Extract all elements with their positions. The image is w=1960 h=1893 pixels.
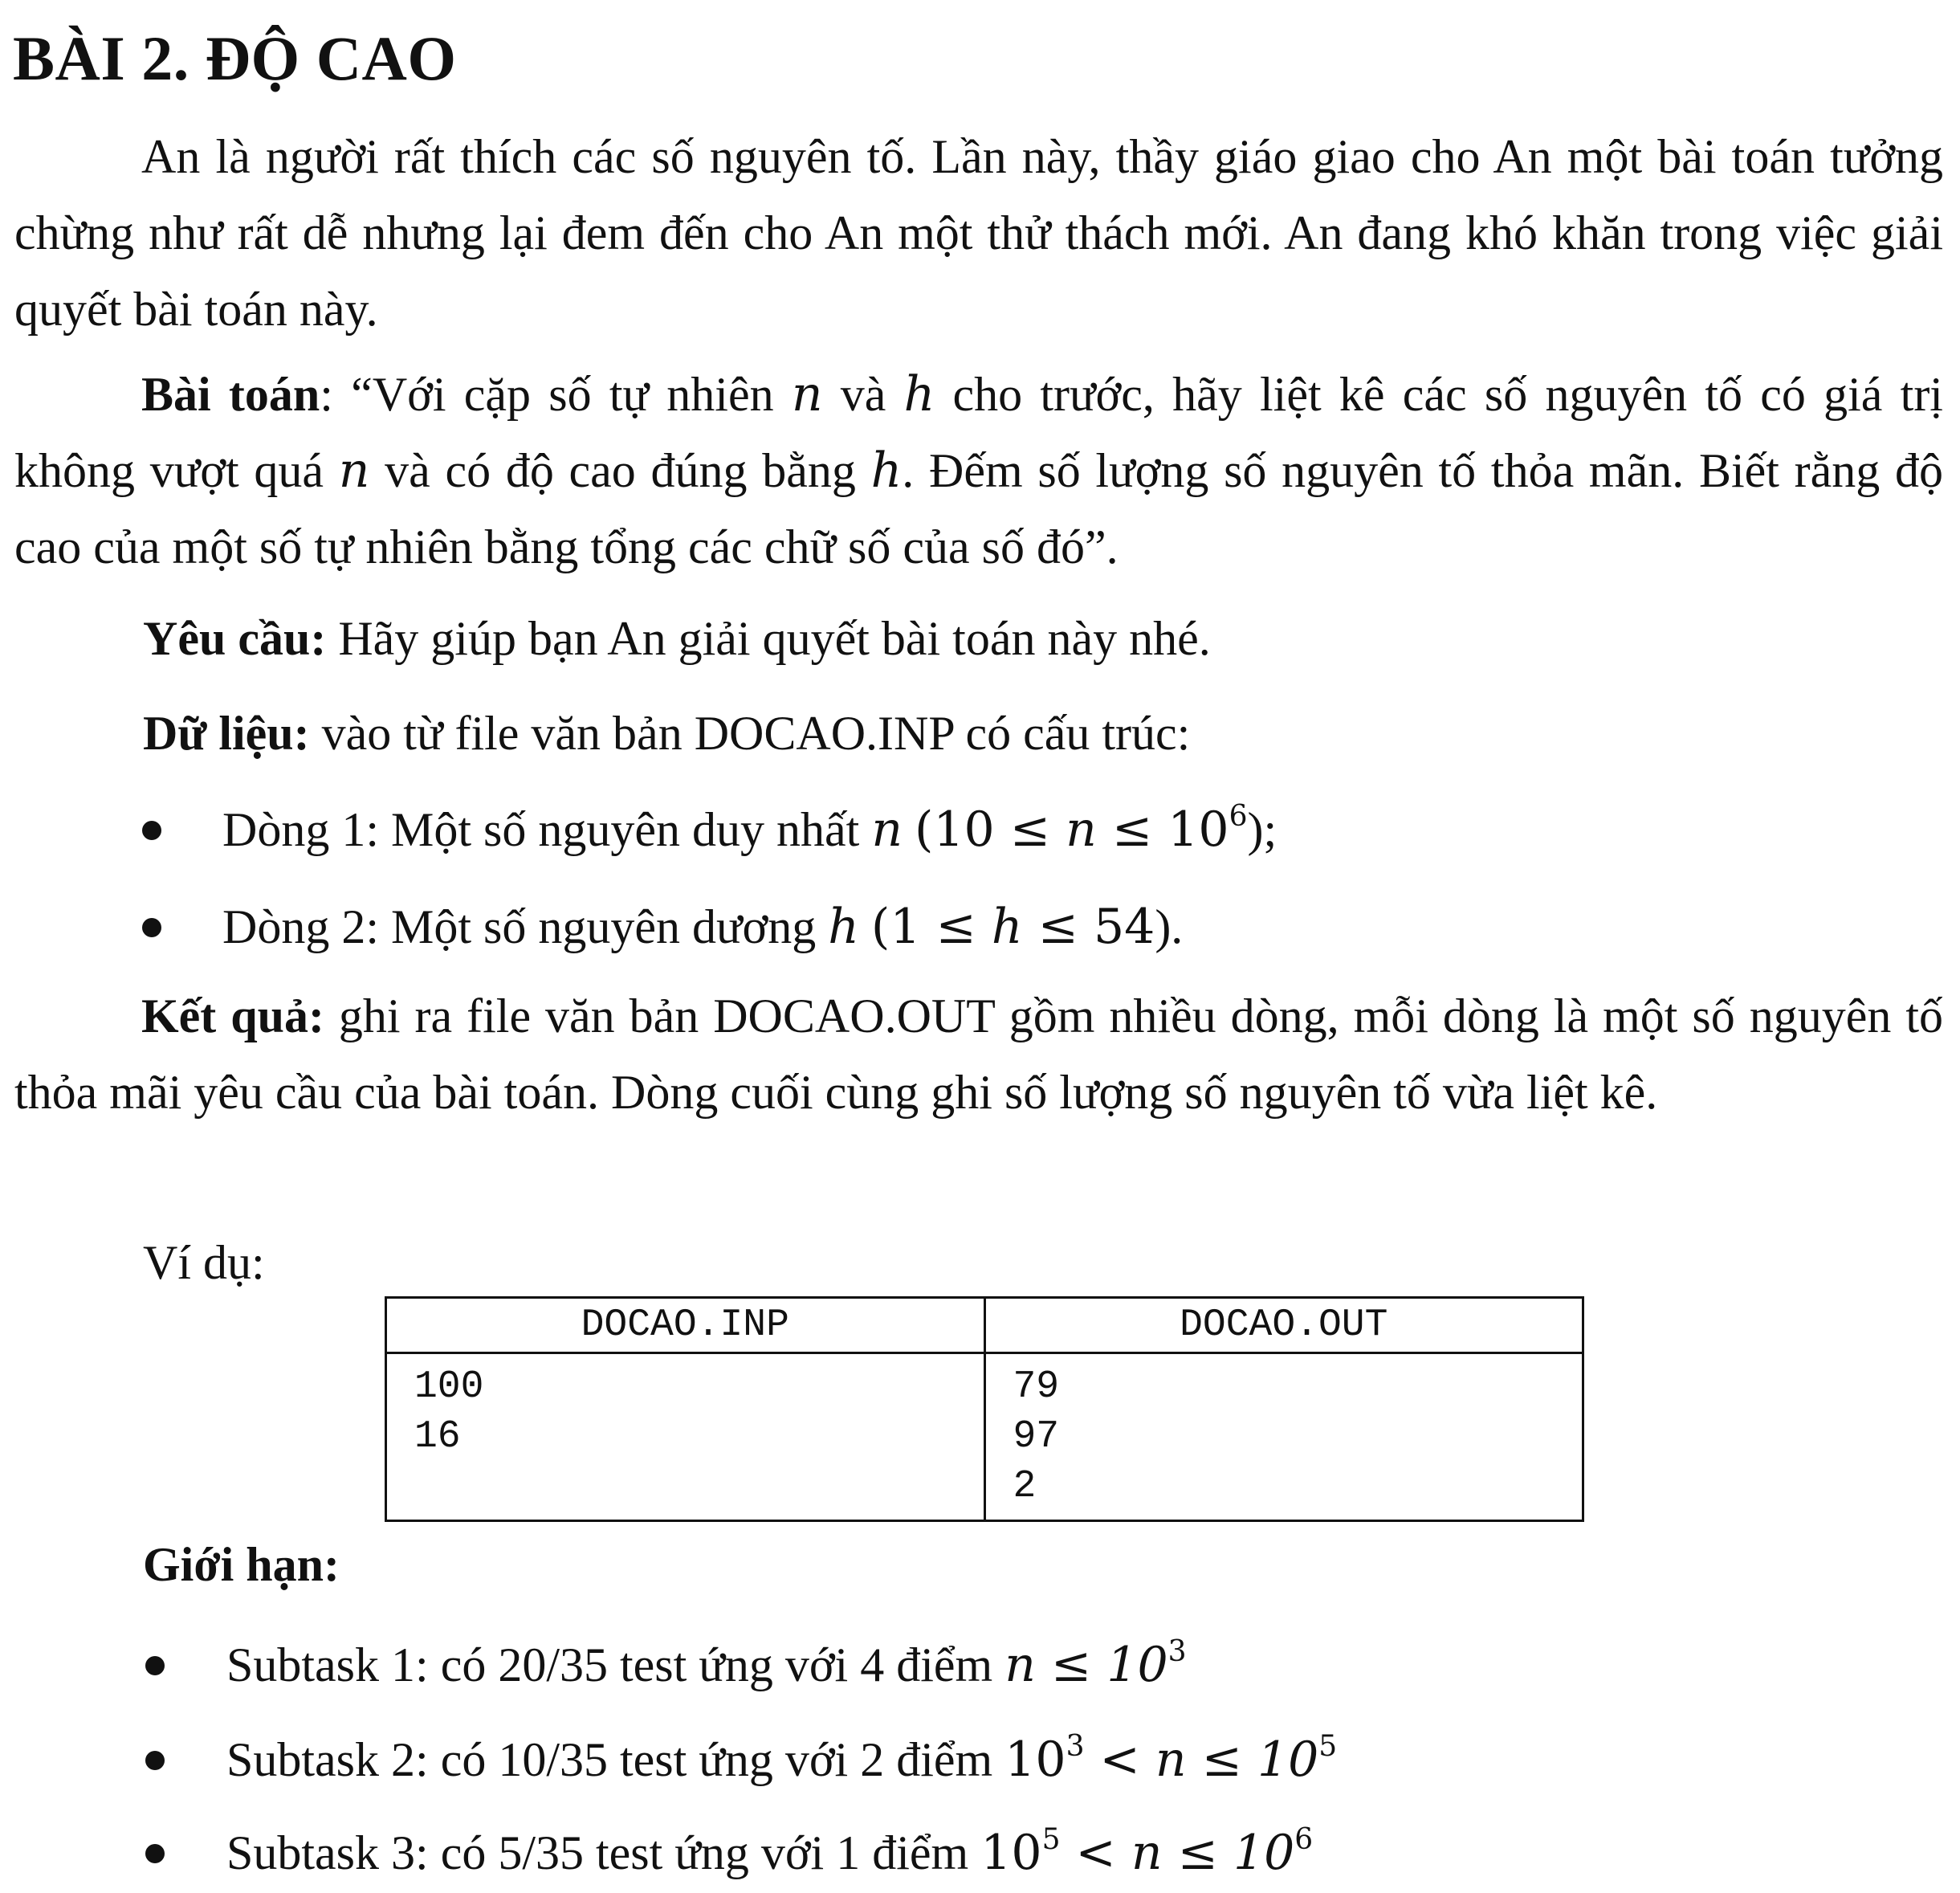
- math-text: ≤ 10: [1096, 802, 1229, 858]
- math-text: ≤ 54: [1022, 899, 1155, 955]
- exponent: 5: [1041, 1823, 1061, 1857]
- bullet-icon: [145, 1656, 165, 1675]
- var-h: h: [828, 899, 859, 955]
- example-label: Ví dụ:: [143, 1236, 265, 1289]
- var-h: h: [991, 899, 1023, 955]
- var-n: n: [1066, 802, 1097, 858]
- var-h: h: [870, 443, 903, 499]
- example-table: [385, 1296, 1584, 1522]
- subtask-line-2: [226, 1722, 1337, 1798]
- math-text: (1 ≤: [870, 899, 992, 955]
- table-row: [386, 1353, 1583, 1521]
- subtask-text: Subtask 2: có 10/35 test ứng với 2 điểm: [226, 1733, 1005, 1786]
- subtask-text: Subtask 3: có 5/35 test ứng với 1 điểm: [226, 1826, 981, 1879]
- subtask-text: Subtask 1: có 20/35 test ứng với 4 điểm: [226, 1638, 1005, 1691]
- math-text: 10: [980, 1825, 1042, 1881]
- bullet-icon: [142, 821, 161, 840]
- table-cell-input: 100 16: [386, 1353, 985, 1521]
- var-n: n: [871, 802, 903, 858]
- subtask-line-3: [226, 1815, 1313, 1891]
- var-n: n: [338, 443, 370, 499]
- exponent: 6: [1294, 1823, 1314, 1857]
- table-header-row: [386, 1298, 1583, 1353]
- output-label: Kết quả:: [141, 989, 324, 1042]
- problem-text: và: [822, 368, 904, 421]
- output-paragraph: [14, 978, 1943, 1131]
- limits-label: Giới hạn:: [143, 1538, 340, 1591]
- problem-text: và có độ cao đúng bằng: [369, 444, 871, 497]
- problem-text: : “Với cặp số tự nhiên: [320, 368, 792, 421]
- input-label: Dữ liệu:: [143, 707, 310, 760]
- var-n: n: [791, 366, 823, 422]
- problem-label: Bài toán: [141, 368, 320, 421]
- input-text: vào từ file văn bản DOCAO.INP có cấu trúc:: [309, 707, 1191, 760]
- problem-text: cho trước, hãy liệt kê các số nguyên tố có giá trị không vượt quá: [14, 368, 1943, 497]
- math-text: < n ≤ 10: [1084, 1732, 1319, 1788]
- table-cell-output: 79 97 2: [984, 1353, 1583, 1521]
- input-format-line-1: [222, 792, 1277, 868]
- input-format-line-2: [222, 889, 1183, 965]
- input-format-text: Dòng 2: Một số nguyên dương: [222, 900, 829, 953]
- input-format-text: Dòng 1: Một số nguyên duy nhất: [222, 803, 872, 856]
- requirement-text: Hãy giúp bạn An giải quyết bài toán này nhé.: [326, 612, 1211, 665]
- math-text: 10: [1004, 1732, 1066, 1788]
- math-text: );: [1247, 803, 1277, 856]
- requirement-label: Yêu cầu:: [143, 612, 327, 665]
- bullet-icon: [142, 918, 161, 937]
- bullet-icon: [145, 1844, 165, 1863]
- bullet-icon: [145, 1751, 165, 1770]
- exponent: 3: [1167, 1635, 1187, 1669]
- table-header-input: DOCAO.INP: [386, 1298, 985, 1353]
- exponent: 3: [1066, 1730, 1085, 1764]
- problem-paragraph: [14, 357, 1943, 585]
- exponent: 6: [1229, 800, 1248, 834]
- requirement-line: [143, 601, 1211, 677]
- output-text: ghi ra file văn bản DOCAO.OUT gồm nhiều dòng, mỗi dòng là một số nguyên tố thỏa mãi yêu cầu của bài toán. Dòng cuối cùng ghi số lượng số nguyên tố vừa liệt kê.: [14, 989, 1943, 1119]
- math-text: n ≤ 10: [1004, 1637, 1168, 1693]
- exponent: 5: [1318, 1730, 1338, 1764]
- problem-title: BÀI 2. ĐỘ CAO: [13, 23, 457, 93]
- table-header-output: DOCAO.OUT: [984, 1298, 1583, 1353]
- math-text: ).: [1155, 900, 1184, 953]
- problem-text: . Đếm số lượng số nguyên tố thỏa mãn. Biết rằng độ cao của một số tự nhiên bằng tổng các chữ số của số đó”.: [14, 444, 1943, 573]
- math-text: (10 ≤: [914, 802, 1066, 858]
- input-line: [143, 696, 1190, 772]
- intro-paragraph: An là người rất thích các số nguyên tố. Lần này, thầy giáo giao cho An một bài toán tưởng chừng như rất dễ nhưng lại đem đến cho An một thử thách mới. An đang khó khăn trong việc giải quyết bài toán này.: [14, 130, 1943, 336]
- math-text: < n ≤ 10: [1060, 1825, 1295, 1881]
- var-h: h: [903, 366, 935, 422]
- subtask-line-1: [226, 1627, 1187, 1703]
